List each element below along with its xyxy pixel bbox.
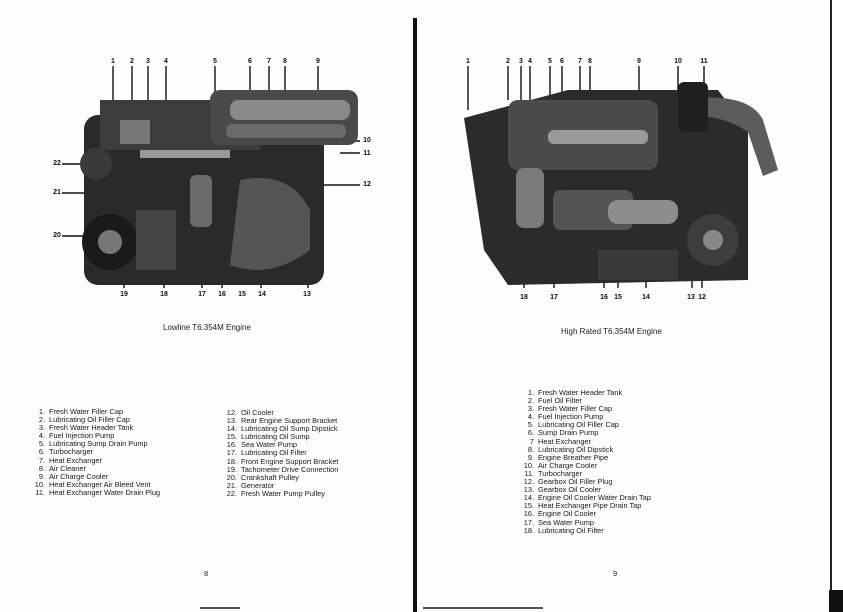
callout-label: 16 [600,294,608,301]
legend-item: 4. Fuel Injection Pump [527,412,604,422]
legend-list [222,409,338,498]
legend-item: 10. Heat Exchanger Air Bleed Vent [34,479,151,489]
callout-label: 19 [120,291,128,298]
page-edge-mark [200,607,240,609]
legend-item: 9. Engine Breather Pipe [527,452,609,462]
legend-item: 18. Front Engine Support Bracket [226,456,339,466]
callout-label: 20 [53,232,61,239]
legend-item: 15. Lubricating Oil Sump [226,432,310,442]
right-page [418,0,843,612]
callout-label: 10 [363,137,371,144]
figure-caption: Lowline T6.354M Engine [163,323,251,332]
callout-label: 7 [578,58,582,65]
callout-label: 14 [642,294,650,301]
callout-label: 3 [146,58,150,65]
legend-item: 6. Turbocharger [38,447,94,457]
callout-label: 9 [637,58,641,65]
callout-label: 1 [466,58,470,65]
callout-label: 18 [160,291,168,298]
callout-label: 15 [238,291,246,298]
callout-label: 6 [560,58,564,65]
legend-item: 21. Generator [226,480,275,490]
callout-label: 5 [213,58,217,65]
legend-item: 13. Rear Engine Support Bracket [226,416,338,426]
legend-item: 11. Heat Exchanger Water Drain Plug [35,487,161,497]
page-edge [830,0,843,612]
page-edge-mark [829,590,843,612]
legend-item: 13. Gearbox Oil Cooler [523,485,602,495]
page-number: 8 [204,569,209,578]
callout-label: 10 [674,58,682,65]
callout-label: 13 [303,291,311,298]
legend-item: 17. Lubricating Oil Filter [226,448,307,458]
legend-item: 8. Air Cleaner [38,463,86,473]
lowline-engine-photo [40,60,380,305]
legend-item: 7. Heat Exchanger [38,455,102,465]
legend-item: 2. Lubricating Oil Filler Cap [38,415,130,425]
legend-item: 22. Fresh Water Pump Pulley [226,488,325,498]
legend-item: 16. Sea Water Pump [226,440,297,450]
callout-label: 1 [111,58,115,65]
callout-label: 2 [130,58,134,65]
legend-item: 16. Engine Oil Cooler [523,509,596,519]
page-edge-mark [423,607,543,609]
callout-label: 14 [258,291,266,298]
high-rated-engine-photo [448,60,798,305]
callout-label: 4 [528,58,532,65]
legend-item: 7 Heat Exchanger [529,436,591,446]
callout-label: 22 [53,160,61,167]
legend-item: 3. Fresh Water Filler Cap [527,404,613,414]
legend-list [519,389,651,535]
callout-label: 6 [248,58,252,65]
legend-item: 12. Oil Cooler [226,408,274,417]
callout-label: 18 [520,294,528,301]
legend-item: 9. Air Charge Cooler [38,471,109,481]
callout-label: 8 [588,58,592,65]
left-page [0,0,414,612]
callout-label: 13 [687,294,695,301]
callout-label: 9 [316,58,320,65]
callout-label: 12 [363,181,371,188]
callout-label: 8 [283,58,287,65]
legend-item: 10. Air Charge Cooler [523,460,598,470]
callout-label: 11 [363,150,371,157]
legend-item: 1. Fresh Water Filler Cap [38,407,124,416]
legend-item: 5. Lubricating Oil Filler Cap [527,420,619,430]
legend-item: 3. Fresh Water Header Tank [38,423,134,433]
legend-item: 17. Sea Water Pump [523,517,594,527]
legend-item: 12. Gearbox Oil Filler Plug [523,477,613,487]
legend-item: 4. Fuel Injection Pump [38,431,115,441]
legend-item: 14. Engine Oil Cooler Water Drain Tap [523,493,651,503]
callout-label: 3 [519,58,523,65]
legend-item: 8. Lubricating Oil Dipstick [527,444,614,454]
callout-label: 17 [550,294,558,301]
callout-label: 16 [218,291,226,298]
legend-item: 1. Fresh Water Header Tank [527,388,623,397]
callout-label: 12 [698,294,706,301]
callout-label: 21 [53,189,61,196]
callout-label: 11 [700,58,708,65]
book-spine [413,18,417,612]
legend-item: 2. Fuel Oil Filter [527,396,582,406]
page-number: 9 [613,569,618,578]
callout-label: 7 [267,58,271,65]
legend-item: 5. Lubricating Sump Drain Pump [38,439,148,449]
legend-item: 19. Tachometer Drive Connection [226,464,339,474]
callout-label: 4 [164,58,168,65]
callout-label: 2 [506,58,510,65]
legend-list [30,408,160,497]
callout-label: 15 [614,294,622,301]
legend-item: 14. Lubricating Oil Sump Dipstick [226,424,338,434]
legend-item: 15. Heat Exchanger Pipe Drain Tap [523,501,642,511]
figure-caption: High Rated T6.354M Engine [561,327,662,336]
legend-item: 20. Crankshaft Pulley [226,472,299,482]
callout-label: 17 [198,291,206,298]
callout-label: 5 [548,58,552,65]
legend-item: 11. Turbocharger [524,468,583,478]
legend-item: 18. Lubricating Oil Filter [523,525,604,535]
legend-item: 6. Sump Drain Pump [527,428,599,438]
